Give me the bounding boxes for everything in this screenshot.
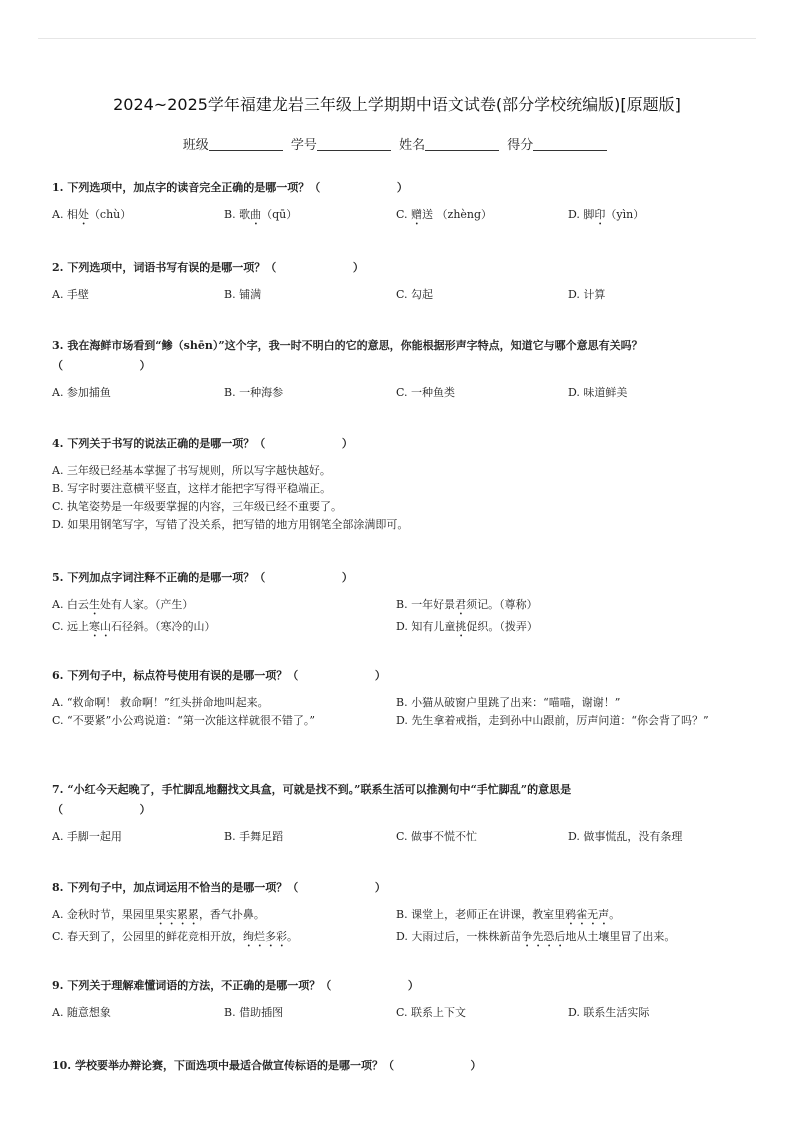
option-d[interactable]: D. 如果用钢笔写字，写错了没关系，把写错的地方用钢笔全部涂满即可。 — [52, 518, 409, 531]
question-5 — [52, 568, 742, 640]
option-d[interactable]: D. 先生拿着戒指，走到孙中山跟前，厉声问道：“你会背了吗？” — [396, 714, 709, 727]
score-field[interactable]: 得分 — [507, 134, 611, 153]
option-c[interactable]: C. 执笔姿势是一年级要掌握的内容，三年级已经不重要了。 — [52, 500, 343, 513]
option-d[interactable]: D. 计算 — [568, 288, 606, 301]
option-b[interactable]: B. 一年好景君须记。（尊称） — [396, 598, 538, 611]
option-c[interactable]: C. 赠送 （zhèng） — [396, 208, 493, 221]
page-title: 2024~2025学年福建龙岩三年级上学期期中语文试卷(部分学校统编版)[原题版] — [113, 95, 681, 114]
option-a[interactable]: A. 相处（chù） — [52, 208, 132, 221]
question-3 — [52, 336, 742, 402]
options — [52, 596, 742, 640]
question-1 — [52, 178, 742, 228]
question-7 — [52, 780, 742, 846]
option-c[interactable]: C. 一种鱼类 — [396, 386, 456, 399]
option-b[interactable]: B. 小猫从破窗户里跳了出来：“喵喵，谢谢！” — [396, 696, 621, 709]
option-a[interactable]: A. 三年级已经基本掌握了书写规则，所以写字越快越好。 — [52, 464, 331, 477]
option-c[interactable]: C. 做事不慌不忙 — [396, 830, 478, 843]
options — [52, 1004, 742, 1022]
option-c[interactable]: C. “不要紧”小公鸡说道：“第一次能这样就很不错了。” — [52, 714, 316, 727]
question-stem: 5. 下列加点字词注释不正确的是哪一项？（ ） — [52, 571, 353, 584]
option-b[interactable]: B. 手舞足蹈 — [224, 830, 284, 843]
question-stem: 3. 我在海鲜市场看到“鲹（shēn）”这个字，我一时不明白的它的意思，你能根据形声字特点，知道它与哪个意思有关吗？ （ ） — [52, 339, 643, 372]
option-a[interactable]: A. 随意想象 — [52, 1006, 111, 1019]
option-c[interactable]: C. 勾起 — [396, 288, 434, 301]
header-rule — [38, 38, 756, 39]
option-b[interactable]: B. 课堂上，老师正在讲课，教室里鸦雀无声。 — [396, 908, 621, 921]
option-c[interactable]: C. 远上寒山石径斜。（寒冷的山） — [52, 620, 216, 633]
question-stem: 10. 学校要举办辩论赛，下面选项中最适合做宣传标语的是哪一项？（ ） — [52, 1059, 482, 1072]
question-stem: 9. 下列关于理解难懂词语的方法，不正确的是哪一项？（ ） — [52, 979, 419, 992]
option-a[interactable]: A. 参加捕鱼 — [52, 386, 111, 399]
question-stem: 4. 下列关于书写的说法正确的是哪一项？（ ） — [52, 437, 353, 450]
question-10 — [52, 1056, 742, 1076]
option-d[interactable]: D. 做事慌乱，没有条理 — [568, 830, 683, 843]
option-a[interactable]: A. 手脚一起用 — [52, 830, 122, 843]
option-b[interactable]: B. 写字时要注意横平竖直，这样才能把字写得平稳端正。 — [52, 482, 332, 495]
options — [52, 206, 742, 228]
option-b[interactable]: B. 铺满 — [224, 288, 262, 301]
option-c[interactable]: C. 春天到了，公园里的鲜花竞相开放，绚烂多彩。 — [52, 930, 299, 943]
option-d[interactable]: D. 大雨过后，一株株新苗争先恐后地从土壤里冒了出来。 — [396, 930, 676, 943]
options — [52, 828, 742, 846]
question-stem: 8. 下列句子中，加点词运用不恰当的是哪一项？（ ） — [52, 881, 386, 894]
options — [52, 462, 742, 534]
option-d[interactable]: D. 味道鲜美 — [568, 386, 628, 399]
question-stem: 7. “小红今天起晚了，手忙脚乱地翻找文具盒，可就是找不到。”联系生活可以推测句中“手忙脚乱”的意思是 （ ） — [52, 783, 572, 816]
option-d[interactable]: D. 脚印（yìn） — [568, 208, 645, 221]
question-2 — [52, 258, 742, 304]
question-stem: 1. 下列选项中，加点字的读音完全正确的是哪一项？（ ） — [52, 181, 408, 194]
option-b[interactable]: B. 借助插图 — [224, 1006, 284, 1019]
question-9 — [52, 976, 742, 1022]
student-info-row — [0, 134, 794, 153]
options — [52, 286, 742, 304]
options — [52, 384, 742, 402]
option-a[interactable]: A. 手壁 — [52, 288, 89, 301]
option-d[interactable]: D. 联系生活实际 — [568, 1006, 650, 1019]
option-a[interactable]: A. 金秋时节，果园里果实累累，香气扑鼻。 — [52, 908, 265, 921]
question-6 — [52, 666, 742, 730]
option-b[interactable]: B. 歌曲（qū） — [224, 208, 298, 221]
question-4 — [52, 434, 742, 534]
option-b[interactable]: B. 一种海参 — [224, 386, 284, 399]
option-a[interactable]: A. “救命啊！ 救命啊！”红头拼命地叫起来。 — [52, 696, 269, 709]
question-stem: 6. 下列句子中，标点符号使用有误的是哪一项？（ ） — [52, 669, 386, 682]
options — [52, 694, 742, 730]
question-8 — [52, 878, 742, 950]
option-a[interactable]: A. 白云生处有人家。（产生） — [52, 598, 194, 611]
class-field[interactable]: 班级 — [183, 134, 287, 153]
options — [52, 906, 742, 950]
student-number-field[interactable]: 学号 — [291, 134, 395, 153]
name-field[interactable]: 姓名 — [399, 134, 503, 153]
option-c[interactable]: C. 联系上下文 — [396, 1006, 467, 1019]
question-stem: 2. 下列选项中，词语书写有误的是哪一项？（ ） — [52, 261, 364, 274]
option-d[interactable]: D. 知有儿童挑促织。（拨弄） — [396, 620, 538, 633]
